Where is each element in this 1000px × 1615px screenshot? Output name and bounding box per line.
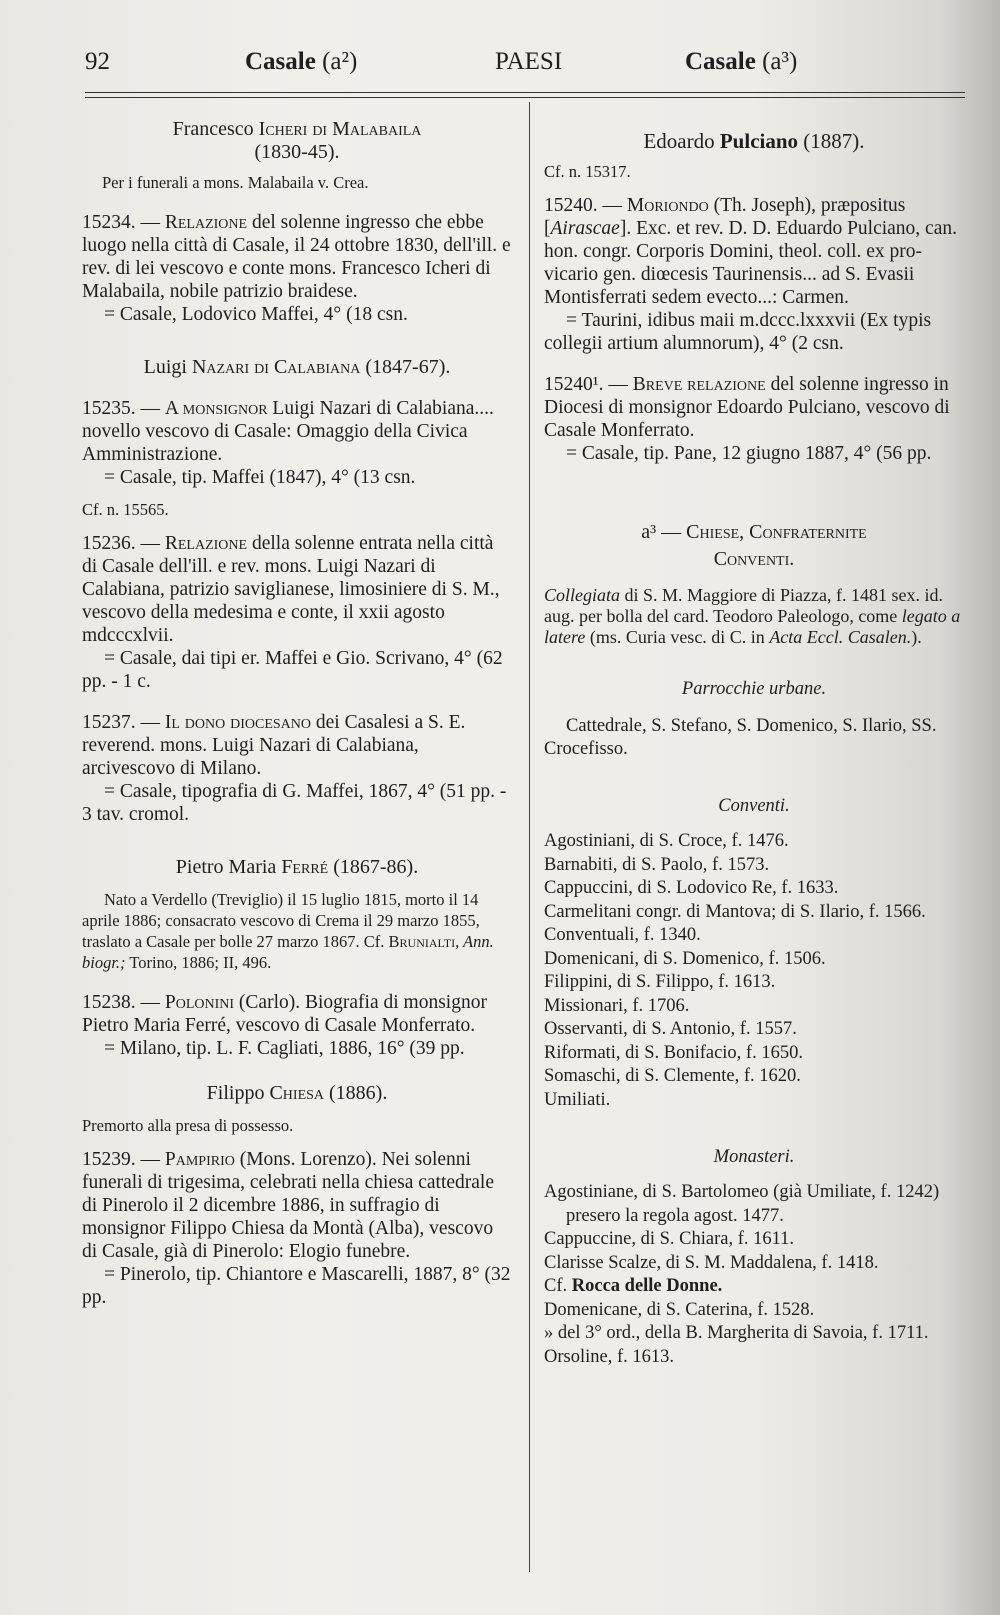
list-item: Cappuccine, di S. Chiara, f. 1611. xyxy=(544,1229,795,1249)
page-number: 92 xyxy=(85,48,110,75)
entry-15237: 15237. — Il dono diocesano dei Casalesi a S. E. reverend. mons. Luigi Nazari di Calabiana, arcivescovo di Milano. = Casale, tipografia di G. Maffei, 1867, 4° (51 pp. - 3 tav. cromol. xyxy=(82,711,512,826)
section-title-line2: Conventi. xyxy=(713,548,795,570)
entry-number: 15239. xyxy=(82,1149,136,1170)
crossref-title: Rocca delle Donne. xyxy=(571,1276,723,1296)
subheading-parrocchie: Parrocchie urbane. xyxy=(681,679,827,699)
list-item: Carmelitani congr. di Mantova; di S. Ilario, f. 1566. xyxy=(544,901,926,922)
list-item: » del 3° ord., della B. Margherita di Savoia, f. 1711. xyxy=(544,1323,929,1343)
section-title-line1: Chiese, Confraternite xyxy=(686,521,867,543)
header-right-title: Casale xyxy=(685,48,756,75)
subheading-monasteri: Monasteri. xyxy=(713,1147,795,1167)
entry-tag: Relazione xyxy=(164,533,248,554)
collegiata-entry xyxy=(544,585,964,648)
section-label: a³ — xyxy=(641,521,687,543)
list-item: Missionari, f. 1706. xyxy=(544,995,690,1016)
running-header xyxy=(85,48,965,88)
bishop-heading-nazari xyxy=(82,356,512,379)
collegiata-text-2: (ms. Curia vesc. di C. in xyxy=(585,627,770,647)
heading-dates: (1847-67). xyxy=(360,356,451,378)
note-author: Brunialti xyxy=(388,932,456,951)
entry-number: 15240¹. xyxy=(544,374,604,395)
entry-text: del solenne ingresso che ebbe luogo nella città di Casale, il 24 ottobre 1830, dell'ill. e rev. di lei vescovo e conte mons. Francesco Icheri di Malabaila, nobile patrizio braidese. xyxy=(82,212,511,302)
entry-text-italic: Airascae xyxy=(550,218,620,239)
entry-tag: Relazione xyxy=(164,212,248,233)
list-item: Agostiniani, di S. Croce, f. 1476. xyxy=(544,831,789,851)
heading-dates: (1886). xyxy=(324,1082,388,1104)
entry-text-end: ]. Exc. et rev. D. D. Eduardo Pulciano, can. hon. congr. Corporis Domini, theol. coll. ex pro-vicario gen. diœcesis Taurinensis... ad S. Evasii Montisferrati sedem evecto...: Carmen. xyxy=(544,218,957,308)
entry-tag: Pampirio xyxy=(164,1149,235,1170)
collegiata-italic: legato a latere xyxy=(544,606,961,647)
note-text: Nato a Verdello (Treviglio) il 15 luglio 1815, morto il 14 aprile 1886; consacrato vescovo di Crema il 29 marzo 1855, traslato a Casale per bolle 27 marzo 1867. Cf. xyxy=(82,890,480,951)
column-separator xyxy=(529,102,530,1572)
entry-publication: = Pinerolo, tip. Chiantore e Mascarelli, 1887, 8° (32 pp. xyxy=(82,1264,511,1308)
list-item: Conventuali, f. 1340. xyxy=(544,925,701,945)
heading-prefix: Edoardo xyxy=(643,129,720,153)
heading-dates: (1887). xyxy=(798,129,865,153)
header-right xyxy=(685,48,797,76)
note-text-end: Torino, 1886; II, 496. xyxy=(125,953,272,972)
entry-text: dei Casalesi a S. E. reverend. mons. Luigi Nazari di Calabiana, arcivescovo di Milano. xyxy=(82,712,466,779)
header-rule-bottom xyxy=(85,97,965,98)
list-item: Domenicane, di S. Caterina, f. 1528. xyxy=(544,1299,815,1320)
heading-note: Per i funerali a mons. Malabaila v. Crea. xyxy=(102,173,369,192)
list-item: Filippini, di S. Filippo, f. 1613. xyxy=(544,972,776,992)
collegiata-label: Collegiata xyxy=(544,585,620,605)
entry-15236: 15236. — Relazione della solenne entrata nella città di Casale dell'ill. e rev. mons. Luigi Nazari di Calabiana, patrizio saviglianese, limosiniere di S. M., vescovo della medesima e conte, il xxii agosto mdcccxlvii. = Casale, dai tipi er. Maffei e Gio. Scrivano, 4° (62 pp. - 1 c. xyxy=(82,532,512,693)
heading-name: Pulciano xyxy=(719,129,799,153)
entry-publication: = Taurini, idibus maii m.dccc.lxxxvii (Ex typis collegii artium alumnorum), 4° (2 csn. xyxy=(544,310,932,354)
entry-number: 15235. xyxy=(82,398,136,419)
entry-publication: = Casale, tip. Pane, 12 giugno 1887, 4° (56 pp. xyxy=(566,443,932,464)
entry-15240: 15240. — Moriondo (Th. Joseph), præpositus [Airascae]. Exc. et rev. D. D. Eduardo Pulciano, can. hon. congr. Corporis Domini, theol. coll. ex pro-vicario gen. diœcesis Taurinensis... ad S. Evasii Montisferrati sedem evecto...: Carmen. = Taurini, idibus maii m.dccc.lxxxvii (Ex typis collegii artium alumnorum), 4° (2 csn. xyxy=(544,194,964,355)
header-right-section: (a³) xyxy=(762,48,798,75)
heading-dates: (1830-45). xyxy=(254,141,340,163)
heading-dates: (1867-86). xyxy=(328,856,419,878)
entry-text: del solenne ingresso in Diocesi di monsignor Edoardo Pulciano, vescovo di Casale Monferrato. xyxy=(544,374,950,441)
entry-text: (Th. Joseph), præpositus [ xyxy=(544,195,906,239)
bishop-heading-chiesa xyxy=(82,1082,512,1136)
list-item: Somaschi, di S. Clemente, f. 1620. xyxy=(544,1066,801,1086)
entry-publication: = Casale, tip. Maffei (1847), 4° (13 csn. xyxy=(104,467,416,488)
entry-tag: A monsignor xyxy=(164,398,268,419)
entry-tag: Breve relazione xyxy=(632,374,766,395)
entry-15235: 15235. — A monsignor Luigi Nazari di Calabiana.... novello vescovo di Casale: Omaggio della Civica Amministrazione. = Casale, tip. Maffei (1847), 4° (13 csn. Cf. n. 15565. xyxy=(82,397,512,520)
entry-15238: 15238. — Polonini (Carlo). Biografia di monsignor Pietro Maria Ferré, vescovo di Casale Monferrato. = Milano, tip. L. F. Cagliati, 1886, 16° (39 pp. xyxy=(82,991,512,1060)
heading-crossref: Cf. n. 15317. xyxy=(544,162,631,181)
right-column xyxy=(544,118,964,1369)
entry-number: 15237. xyxy=(82,712,136,733)
entry-number: 15236. xyxy=(82,533,136,554)
entry-tag: Moriondo xyxy=(626,195,709,216)
entry-text: della solenne entrata nella città di Casale dell'ill. e rev. mons. Luigi Nazari di Calabiana, patrizio saviglianese, limosiniere di S. M., vescovo della medesima e conte, il xxii agosto mdcccxlvii. xyxy=(82,533,500,646)
conventi-list xyxy=(544,830,964,1112)
heading-name: Ferré xyxy=(281,856,329,878)
monasteri-list xyxy=(544,1181,964,1369)
note-work: , Ann. biogr.; xyxy=(82,932,494,972)
heading-prefix: Pietro Maria xyxy=(175,856,282,878)
bishop-heading-pulciano xyxy=(544,130,964,182)
entry-crossref: Cf. n. 15565. xyxy=(82,500,169,519)
list-item: Cappuccini, di S. Lodovico Re, f. 1633. xyxy=(544,878,839,898)
heading-note: Premorto alla presa di possesso. xyxy=(82,1116,294,1135)
crossref-prefix: Cf. xyxy=(544,1276,572,1296)
entry-tag: Il dono diocesano xyxy=(164,712,312,733)
list-item: Domenicani, di S. Domenico, f. 1506. xyxy=(544,948,826,969)
entry-number: 15238. xyxy=(82,992,136,1013)
entry-publication: = Casale, dai tipi er. Maffei e Gio. Scrivano, 4° (62 pp. - 1 c. xyxy=(82,648,503,692)
header-center: PAESI xyxy=(495,48,563,75)
heading-name: Nazari di Calabiana xyxy=(191,356,361,378)
entry-tag: Polonini xyxy=(164,992,235,1013)
heading-prefix: Francesco xyxy=(172,118,259,140)
header-left-section: (a²) xyxy=(322,48,358,75)
collegiata-text-3: ). xyxy=(911,627,922,647)
bishop-heading-icheri xyxy=(82,118,512,193)
entry-15239: 15239. — Pampirio (Mons. Lorenzo). Nei solenni funerali di trigesima, celebrati nella chiesa cattedrale di Pinerolo il 2 dicembre 1886, in suffragio di monsignor Filippo Chiesa da Montà (Alba), vescovo di Casale, già di Pinerolo: Elogio funebre. = Pinerolo, tip. Chiantore e Mascarelli, 1887, 8° (32 pp. xyxy=(82,1149,511,1308)
entry-15240-1: 15240¹. — Breve relazione del solenne ingresso in Diocesi di monsignor Edoardo Pulciano, vescovo di Casale Monferrato. = Casale, tip. Pane, 12 giugno 1887, 4° (56 pp. xyxy=(544,373,964,465)
list-crossref xyxy=(544,1275,964,1299)
list-item: Clarisse Scalze, di S. M. Maddalena, f. 1418. xyxy=(544,1252,879,1273)
heading-name: Chiesa xyxy=(269,1082,325,1104)
left-column xyxy=(82,118,512,1309)
entry-text: (Mons. Lorenzo). Nei solenni funerali di trigesima, celebrati nella chiesa cattedrale di Pinerolo il 2 dicembre 1886, in suffragio di monsignor Filippo Chiesa da Montà (Alba), vescovo di Casale, già di Pinerolo: Elogio funebre. xyxy=(82,1149,494,1262)
entry-text: Luigi Nazari di Calabiana.... novello vescovo di Casale: Omaggio della Civica Amministrazione. xyxy=(82,398,494,465)
section-heading-a3 xyxy=(544,521,964,571)
heading-prefix: Luigi xyxy=(143,356,192,378)
entry-15234: 15234. — Relazione del solenne ingresso che ebbe luogo nella città di Casale, il 24 ottobre 1830, dell'ill. e rev. di lei vescovo e conte mons. Francesco Icheri di Malabaila, nobile patrizio braidese. = Casale, Lodovico Maffei, 4° (18 csn. xyxy=(82,212,511,325)
entry-number: 15234. xyxy=(82,212,136,233)
header-rule-top xyxy=(85,92,965,93)
bishop-heading-ferre xyxy=(82,856,512,973)
list-item: Orsoline, f. 1613. xyxy=(544,1346,674,1367)
list-item: Agostiniane, di S. Bartolomeo (già Umiliate, f. 1242) presero la regola agost. 1477. xyxy=(544,1182,940,1226)
list-item: Osservanti, di S. Antonio, f. 1557. xyxy=(544,1019,797,1039)
entry-text: (Carlo). Biografia di monsignor Pietro Maria Ferré, vescovo di Casale Monferrato. xyxy=(82,992,487,1036)
heading-name: Icheri di Malabaila xyxy=(258,118,422,140)
header-left-title: Casale xyxy=(245,48,316,75)
entry-publication: = Casale, Lodovico Maffei, 4° (18 csn. xyxy=(104,304,408,325)
list-item: Barnabiti, di S. Paolo, f. 1573. xyxy=(544,854,770,875)
entry-publication: = Milano, tip. L. F. Cagliati, 1886, 16° (39 pp. xyxy=(104,1038,465,1059)
header-left xyxy=(245,48,357,76)
entry-publication: = Casale, tipografia di G. Maffei, 1867, 4° (51 pp. - 3 tav. cromol. xyxy=(82,781,507,825)
subheading-conventi: Conventi. xyxy=(718,796,790,816)
parrocchie-list: Cattedrale, S. Stefano, S. Domenico, S. Ilario, SS. Crocefisso. xyxy=(544,716,937,759)
collegiata-text: di S. M. Maggiore di Piazza, f. 1481 sex. id. aug. per bolla del card. Teodoro Paleologo, come xyxy=(544,585,943,626)
entry-number: 15240. xyxy=(544,195,598,216)
heading-note xyxy=(82,889,512,973)
heading-prefix: Filippo xyxy=(206,1082,270,1104)
list-item: Umiliati. xyxy=(544,1089,611,1110)
collegiata-italic-2: Acta Eccl. Casalen. xyxy=(769,627,912,647)
list-item: Riformati, di S. Bonifacio, f. 1650. xyxy=(544,1042,803,1063)
